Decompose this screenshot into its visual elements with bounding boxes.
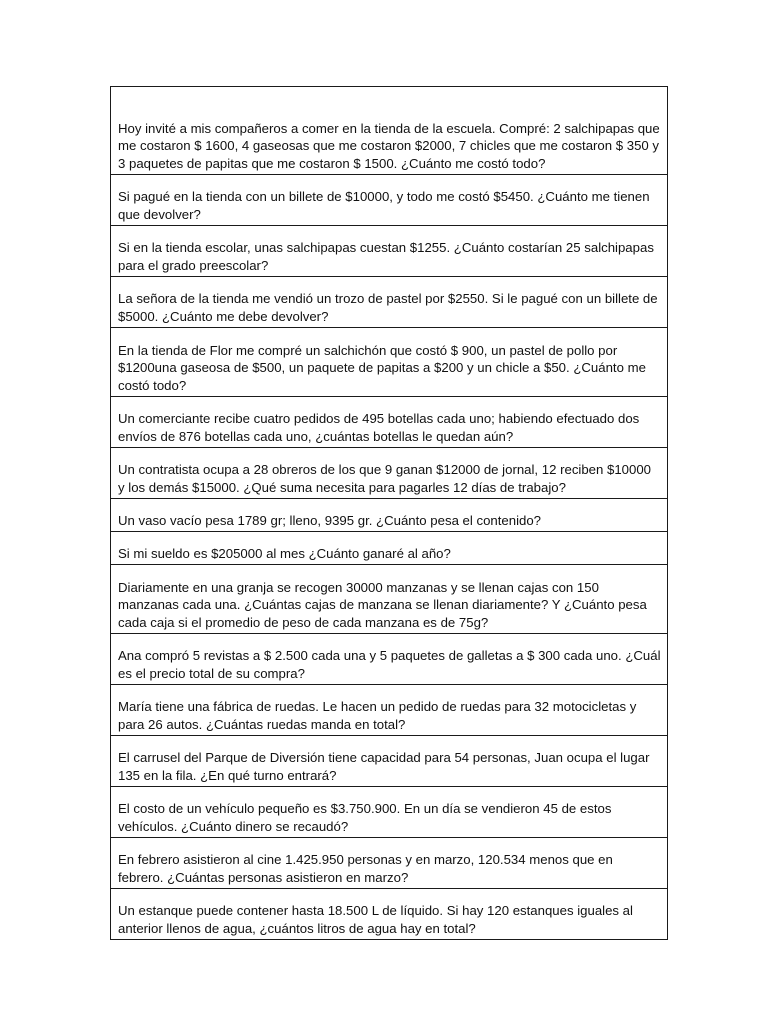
problem-text: Un estanque puede contener hasta 18.500 L de líquido. Si hay 120 estanques iguales al anterior llenos de agua, ¿cuántos litros de agua hay en total? — [118, 903, 633, 936]
problem-row — [111, 838, 667, 889]
problem-text: En febrero asistieron al cine 1.425.950 personas y en marzo, 120.534 menos que en febrero. ¿Cuántas personas asistieron en marzo? — [118, 852, 613, 885]
problem-text: Si mi sueldo es $205000 al mes ¿Cuánto ganaré al año? — [118, 545, 451, 561]
problem-text: Ana compró 5 revistas a $ 2.500 cada una y 5 paquetes de galletas a $ 300 cada uno. ¿Cuál es el precio total de su compra? — [118, 648, 661, 681]
problem-text: Un vaso vacío pesa 1789 gr; lleno, 9395 gr. ¿Cuánto pesa el contenido? — [118, 512, 542, 528]
problem-row — [111, 532, 667, 565]
problem-row — [111, 736, 667, 787]
problem-row — [111, 499, 667, 532]
problem-row — [111, 87, 667, 175]
problem-row — [111, 328, 667, 397]
problem-row — [111, 685, 667, 736]
problem-text: Diariamente en una granja se recogen 30000 manzanas y se llenan cajas con 150 manzanas cada una. ¿Cuántas cajas de manzana se llenan diariamente? Y ¿Cuánto pesa cada caja si el promedio de peso de cada manzana es de 75g? — [118, 579, 647, 630]
problem-text: María tiene una fábrica de ruedas. Le hacen un pedido de ruedas para 32 motocicletas y para 26 autos. ¿Cuántas ruedas manda en total? — [118, 699, 637, 732]
problem-text: Hoy invité a mis compañeros a comer en la tienda de la escuela. Compré: 2 salchipapas que me costaron $ 1600, 4 gaseosas que me costaron $2000, 7 chicles que me costaron $ 350 y 3 paquetes de papitas que me costaron $ 1500. ¿Cuánto me costó todo? — [118, 120, 660, 171]
problem-row — [111, 397, 667, 448]
problem-text: Si en la tienda escolar, unas salchipapas cuestan $1255. ¿Cuánto costarían 25 salchipapas para el grado preescolar? — [118, 240, 654, 273]
problem-row — [111, 889, 667, 940]
problem-text: En la tienda de Flor me compré un salchichón que costó $ 900, un pastel de pollo por $1200una gaseosa de $500, un paquete de papitas a $200 y un chicle a $50. ¿Cuánto me costó todo? — [118, 342, 646, 393]
problem-text: Si pagué en la tienda con un billete de $10000, y todo me costó $5450. ¿Cuánto me tienen que devolver? — [118, 189, 650, 222]
problem-row — [111, 175, 667, 226]
problem-row — [111, 634, 667, 685]
problem-text: El costo de un vehículo pequeño es $3.750.900. En un día se vendieron 45 de estos vehículos. ¿Cuánto dinero se recaudó? — [118, 801, 612, 834]
problem-row — [111, 448, 667, 499]
problem-text: La señora de la tienda me vendió un trozo de pastel por $2550. Si le pagué con un billete de $5000. ¿Cuánto me debe devolver? — [118, 291, 658, 324]
problem-row — [111, 565, 667, 634]
problem-text: Un contratista ocupa a 28 obreros de los que 9 ganan $12000 de jornal, 12 reciben $10000 y los demás $15000. ¿Qué suma necesita para pagarles 12 días de trabajo? — [118, 462, 652, 495]
problem-table — [110, 86, 668, 940]
problem-row — [111, 277, 667, 328]
problem-text: El carrusel del Parque de Diversión tiene capacidad para 54 personas, Juan ocupa el lugar 135 en la fila. ¿En qué turno entrará? — [118, 750, 650, 783]
problem-row — [111, 787, 667, 838]
problem-row — [111, 226, 667, 277]
problem-text: Un comerciante recibe cuatro pedidos de 495 botellas cada uno; habiendo efectuado dos envíos de 876 botellas cada uno, ¿cuántas botellas le quedan aún? — [118, 411, 640, 444]
